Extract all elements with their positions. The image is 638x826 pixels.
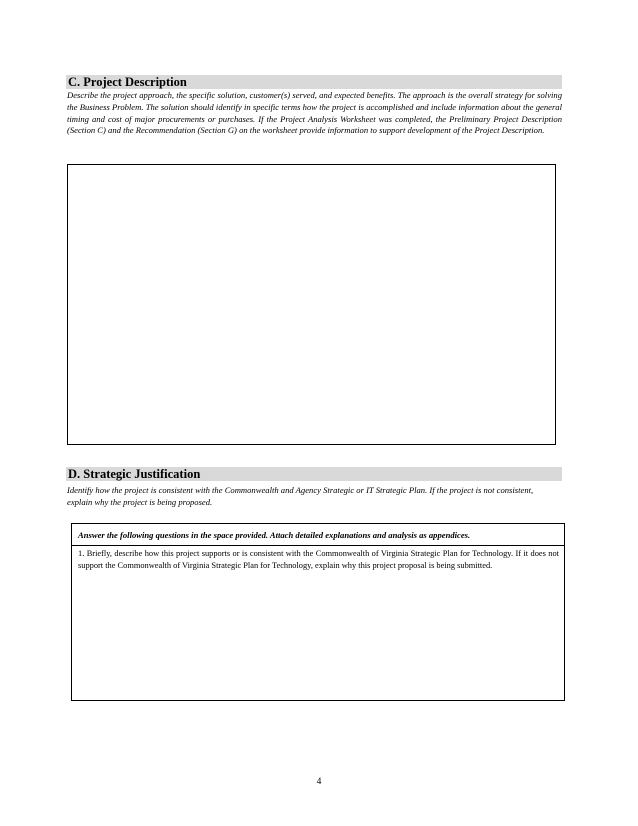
question-1-text: 1. Briefly, describe how this project supports or is consistent with the Commonwealth of Virginia Strategic Plan for Technology. If it does not support the Commonwealth of Virginia Strategic Plan for Technology, explain why this project proposal is being submitted. <box>78 549 559 570</box>
page-number: 4 <box>316 777 322 787</box>
strategic-justification-questions-box <box>71 523 565 701</box>
section-d-heading: D. Strategic Justification <box>66 467 562 481</box>
section-c-heading: C. Project Description <box>66 75 562 89</box>
project-description-response-box[interactable] <box>67 164 556 445</box>
section-d-instructions: Identify how the project is consistent with the Commonwealth and Agency Strategic or IT Strategic Plan. If the project is not consistent, explain why the project is being proposed. <box>67 485 534 507</box>
questions-heading: Answer the following questions in the space provided. Attach detailed explanations and analysis as appendices. <box>72 524 564 546</box>
section-c-instructions: Describe the project approach, the specific solution, customer(s) served, and expected benefits. The approach is the overall strategy for solving the Business Problem. The solution should identify in specific terms how the project is accomplished and include information about the general timing and cost of major procurements or purchases. If the Project Analysis Worksheet was completed, the Preliminary Project Description (Section C) and the Recommendation (Section G) on the worksheet provide information to support development of the Project Description. <box>67 90 562 136</box>
